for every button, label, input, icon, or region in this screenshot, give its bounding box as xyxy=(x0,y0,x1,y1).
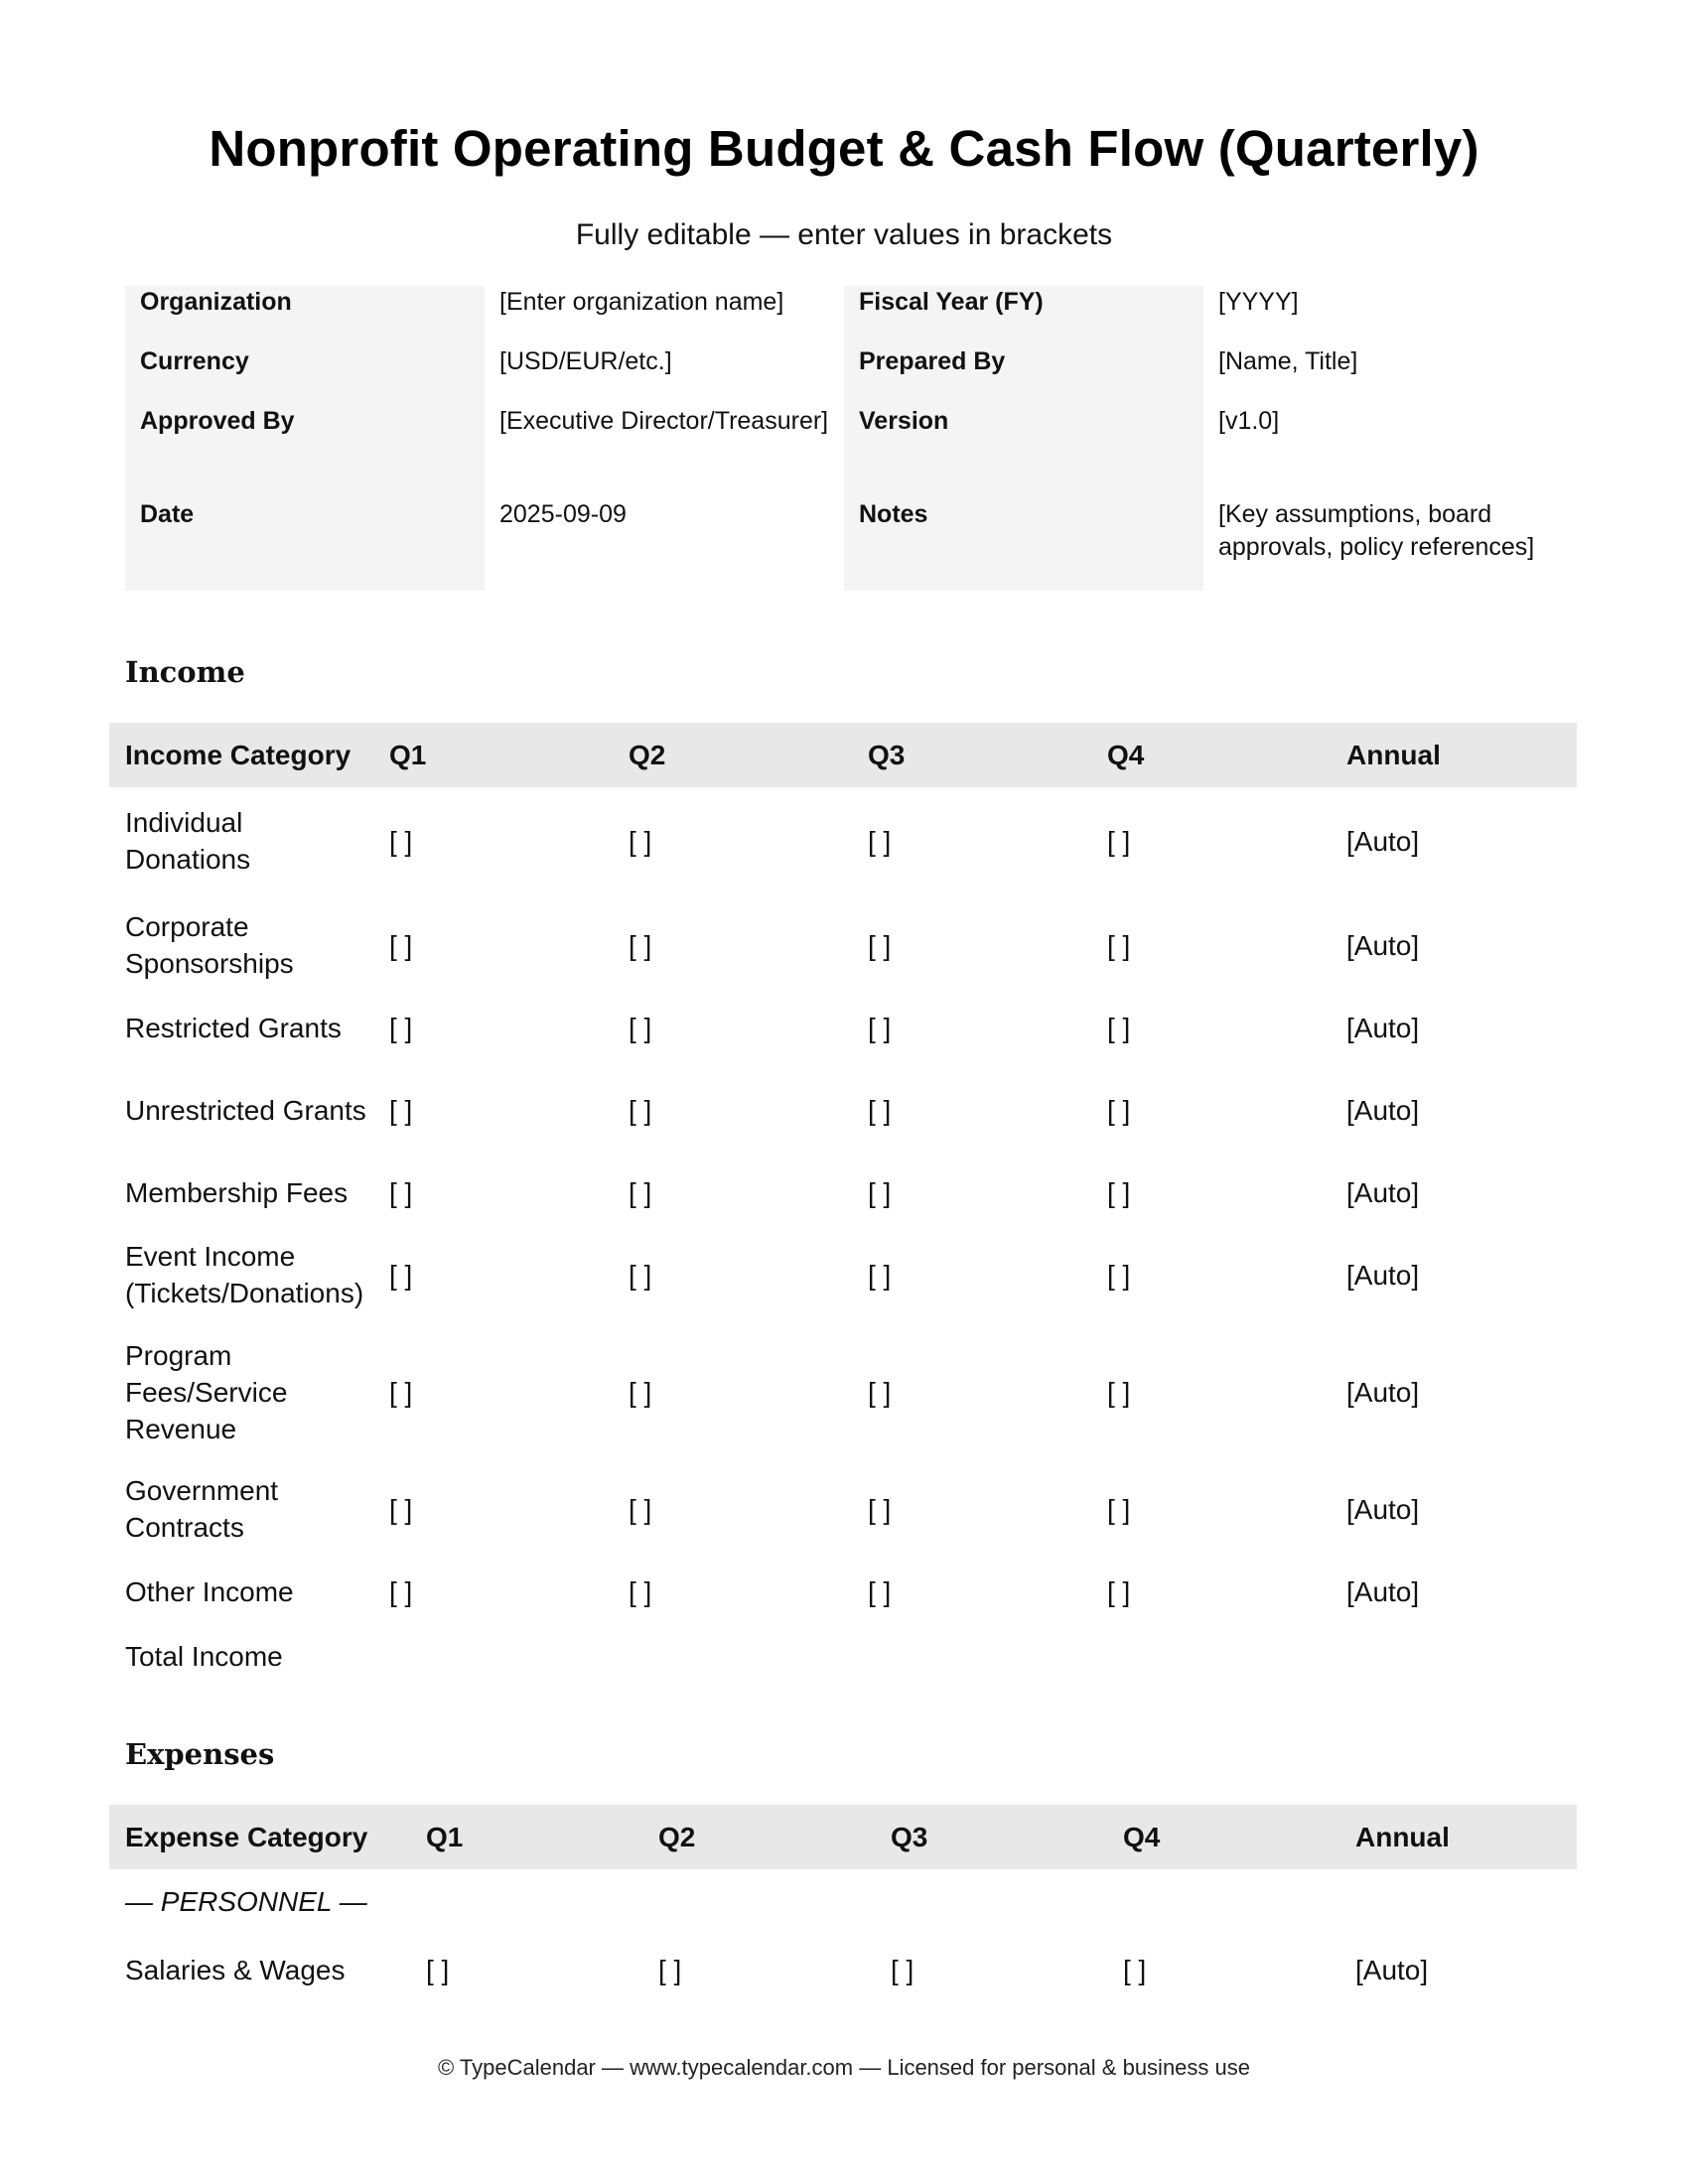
q1-input[interactable]: [ ] xyxy=(389,1575,413,1607)
group-label-personnel: — PERSONNEL — xyxy=(125,1885,367,1917)
q3-input[interactable]: [ ] xyxy=(868,929,892,961)
row-category: Event Income (Tickets/Donations) xyxy=(125,1241,364,1308)
column-header: Annual xyxy=(1355,1821,1450,1852)
meta-value-fiscal-year[interactable]: [YYYY] xyxy=(1203,286,1563,345)
column-header: Income Category xyxy=(125,739,352,770)
q3-input[interactable]: [ ] xyxy=(868,1176,892,1208)
income-heading: Income xyxy=(125,655,245,689)
column-header: Q2 xyxy=(629,739,666,770)
q3-input[interactable]: [ ] xyxy=(868,1259,892,1291)
row-category: Unrestricted Grants xyxy=(125,1094,366,1126)
row-category: Corporate Sponsorships xyxy=(125,911,294,979)
metadata-row xyxy=(125,498,1564,591)
table-row xyxy=(109,1224,1577,1325)
q4-input[interactable]: [ ] xyxy=(1107,1094,1131,1126)
meta-value-prepared-by[interactable]: [Name, Title] xyxy=(1203,345,1563,405)
q2-input[interactable]: [ ] xyxy=(629,1012,652,1043)
meta-label-approved-by: Approved By xyxy=(125,405,485,498)
total-row xyxy=(109,1623,1577,1689)
meta-label-prepared-by: Prepared By xyxy=(844,345,1203,405)
meta-label-currency: Currency xyxy=(125,345,485,405)
annual-value: [Auto] xyxy=(1346,1575,1420,1607)
q4-input[interactable]: [ ] xyxy=(1107,1575,1131,1607)
table-row xyxy=(109,1059,1577,1160)
table-row xyxy=(109,996,1577,1059)
meta-value-version[interactable]: [v1.0] xyxy=(1203,405,1563,498)
meta-value-approved-by[interactable]: [Executive Director/Treasurer] xyxy=(485,405,844,498)
q1-input[interactable]: [ ] xyxy=(389,1094,413,1126)
column-header: Q3 xyxy=(891,1821,928,1852)
q2-input[interactable]: [ ] xyxy=(629,1094,652,1126)
metadata-grid xyxy=(125,286,1564,591)
q4-input[interactable]: [ ] xyxy=(1107,1012,1131,1043)
meta-label-fiscal-year: Fiscal Year (FY) xyxy=(844,286,1203,345)
annual-value: [Auto] xyxy=(1346,825,1420,857)
annual-value: [Auto] xyxy=(1346,1094,1420,1126)
income-table-header xyxy=(109,723,1577,787)
q2-input[interactable]: [ ] xyxy=(629,1259,652,1291)
row-category: Individual Donations xyxy=(125,807,251,875)
annual-value: [Auto] xyxy=(1346,929,1420,961)
q3-input[interactable]: [ ] xyxy=(868,1575,892,1607)
column-header: Expense Category xyxy=(125,1821,368,1852)
q4-input[interactable]: [ ] xyxy=(1107,929,1131,961)
q2-input[interactable]: [ ] xyxy=(629,825,652,857)
document-title: Nonprofit Operating Budget & Cash Flow (Quarterly) xyxy=(209,120,1479,177)
q1-input[interactable]: [ ] xyxy=(389,825,413,857)
expenses-table-header xyxy=(109,1805,1577,1869)
q4-input[interactable]: [ ] xyxy=(1123,1954,1147,1985)
expenses-table xyxy=(109,1805,1577,2006)
annual-value: [Auto] xyxy=(1346,1376,1420,1408)
q4-input[interactable]: [ ] xyxy=(1107,825,1131,857)
table-row xyxy=(109,1325,1577,1458)
q2-input[interactable]: [ ] xyxy=(629,1176,652,1208)
q1-input[interactable]: [ ] xyxy=(389,1176,413,1208)
column-header: Q1 xyxy=(389,739,427,770)
meta-label-organization: Organization xyxy=(125,286,485,345)
table-row xyxy=(109,787,1577,894)
group-row xyxy=(109,1869,1577,1933)
row-category: Membership Fees xyxy=(125,1176,349,1208)
meta-label-version: Version xyxy=(844,405,1203,498)
q2-input[interactable]: [ ] xyxy=(629,1376,652,1408)
table-row xyxy=(109,1933,1577,2006)
annual-value: [Auto] xyxy=(1346,1176,1420,1208)
q1-input[interactable]: [ ] xyxy=(426,1954,450,1985)
metadata-row xyxy=(125,286,1564,345)
table-row xyxy=(109,1458,1577,1560)
meta-value-notes[interactable]: [Key assumptions, board approvals, policy references] xyxy=(1203,498,1563,591)
q4-input[interactable]: [ ] xyxy=(1107,1376,1131,1408)
q3-input[interactable]: [ ] xyxy=(868,1012,892,1043)
q1-input[interactable]: [ ] xyxy=(389,1493,413,1525)
q3-input[interactable]: [ ] xyxy=(868,1094,892,1126)
table-row xyxy=(109,1560,1577,1623)
row-category: Government Contracts xyxy=(125,1475,279,1543)
q2-input[interactable]: [ ] xyxy=(658,1954,682,1985)
q2-input[interactable]: [ ] xyxy=(629,1575,652,1607)
column-header: Q4 xyxy=(1107,739,1145,770)
q4-input[interactable]: [ ] xyxy=(1107,1176,1131,1208)
meta-value-organization[interactable]: [Enter organization name] xyxy=(485,286,844,345)
footer-license: © TypeCalendar — www.typecalendar.com — Licensed for personal & business use xyxy=(437,2055,1250,2080)
column-header: Q2 xyxy=(658,1821,696,1852)
q4-input[interactable]: [ ] xyxy=(1107,1259,1131,1291)
column-header: Q3 xyxy=(868,739,906,770)
row-category: Restricted Grants xyxy=(125,1012,342,1043)
column-header: Annual xyxy=(1346,739,1441,770)
metadata-row xyxy=(125,405,1564,498)
document-subtitle: Fully editable — enter values in brackets xyxy=(575,218,1113,251)
annual-value: [Auto] xyxy=(1355,1954,1429,1985)
q3-input[interactable]: [ ] xyxy=(891,1954,914,1985)
meta-value-date[interactable]: 2025-09-09 xyxy=(485,498,844,591)
meta-value-currency[interactable]: [USD/EUR/etc.] xyxy=(485,345,844,405)
column-header: Q4 xyxy=(1123,1821,1161,1852)
table-row xyxy=(109,894,1577,996)
q3-input[interactable]: [ ] xyxy=(868,825,892,857)
metadata-row xyxy=(125,345,1564,405)
q2-input[interactable]: [ ] xyxy=(629,1493,652,1525)
q1-input[interactable]: [ ] xyxy=(389,1376,413,1408)
table-row xyxy=(109,1160,1577,1224)
annual-value: [Auto] xyxy=(1346,1493,1420,1525)
q3-input[interactable]: [ ] xyxy=(868,1493,892,1525)
column-header: Q1 xyxy=(426,1821,464,1852)
meta-label-date: Date xyxy=(125,498,485,591)
q4-input[interactable]: [ ] xyxy=(1107,1493,1131,1525)
row-category: Other Income xyxy=(125,1575,294,1607)
income-table xyxy=(109,723,1577,1689)
total-income-label: Total Income xyxy=(125,1640,283,1672)
row-category: Program Fees/Service Revenue xyxy=(125,1339,288,1444)
q2-input[interactable]: [ ] xyxy=(629,929,652,961)
q1-input[interactable]: [ ] xyxy=(389,1012,413,1043)
expenses-heading: Expenses xyxy=(125,1737,275,1771)
annual-value: [Auto] xyxy=(1346,1012,1420,1043)
row-category: Salaries & Wages xyxy=(125,1954,346,1985)
q1-input[interactable]: [ ] xyxy=(389,1259,413,1291)
q3-input[interactable]: [ ] xyxy=(868,1376,892,1408)
annual-value: [Auto] xyxy=(1346,1259,1420,1291)
meta-label-notes: Notes xyxy=(844,498,1203,591)
q1-input[interactable]: [ ] xyxy=(389,929,413,961)
